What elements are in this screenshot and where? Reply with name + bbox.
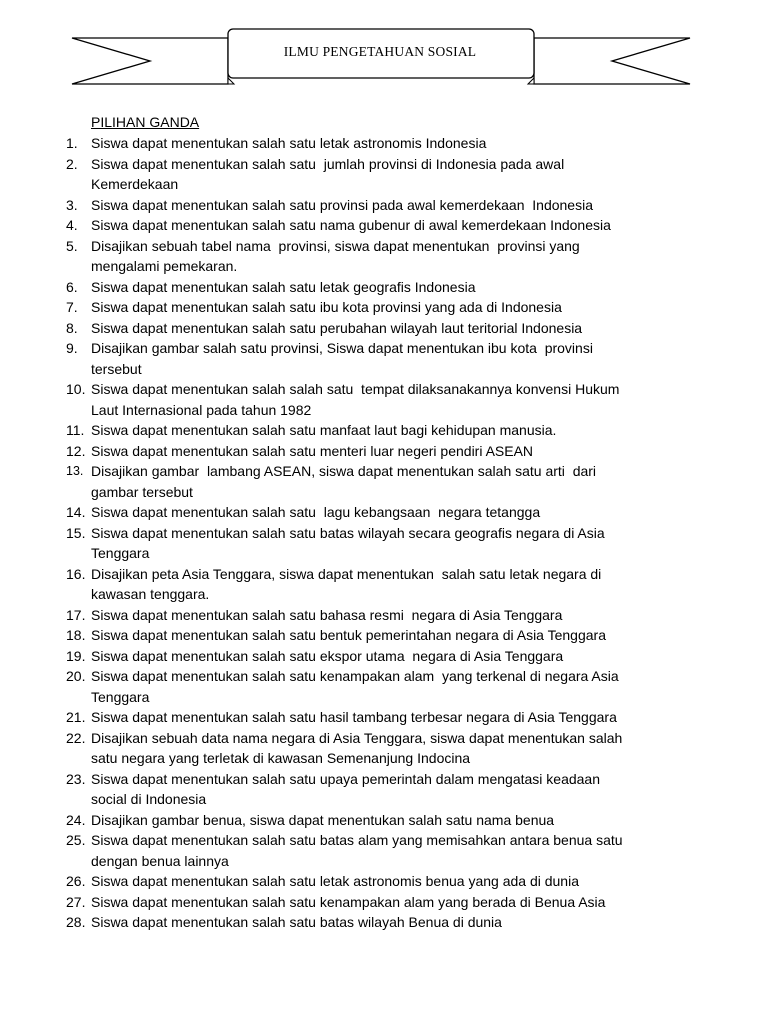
- list-item: [0, 277, 768, 298]
- list-item: [0, 379, 768, 420]
- item-text: Disajikan sebuah data nama negara di Asia Tenggara, siswa dapat menentukan salah satu negara yang terletak di kawasan Semenanjung Indocina: [91, 729, 623, 766]
- item-number: 19.: [66, 647, 86, 664]
- item-number: 12.: [66, 442, 86, 459]
- list-item: [0, 769, 768, 810]
- item-number: 6.: [66, 278, 78, 295]
- list-item: [0, 502, 768, 523]
- item-number: 20.: [66, 668, 86, 684]
- item-text: Siswa dapat menentukan salah satu bentuk pemerintahan negara di Asia Tenggara: [91, 627, 606, 643]
- list-item: [0, 830, 768, 871]
- list-item: [0, 215, 768, 236]
- item-number: 15.: [66, 524, 86, 541]
- list-item: [0, 810, 768, 831]
- item-number: 21.: [66, 709, 86, 725]
- list-item: [0, 646, 768, 667]
- item-text: Siswa dapat menentukan salah satu menteri luar negeri pendiri ASEAN: [91, 442, 534, 459]
- item-text: Siswa dapat menentukan salah satu bahasa resmi negara di Asia Tenggara: [91, 606, 563, 623]
- item-text: Siswa dapat menentukan salah satu letak astronomis Indonesia: [91, 135, 487, 151]
- item-text: Siswa dapat menentukan salah satu perubahan wilayah laut teritorial Indonesia: [91, 319, 583, 336]
- item-number: 18.: [66, 627, 86, 643]
- document-title: ILMU PENGETAHUAN SOSIAL: [283, 44, 477, 59]
- list-item: [0, 318, 768, 339]
- item-number: 25.: [66, 832, 86, 848]
- item-number: 8.: [66, 319, 78, 336]
- item-number: 28.: [66, 914, 86, 930]
- list-item: [0, 154, 768, 195]
- item-text: Siswa dapat menentukan salah satu nama gubenur di awal kemerdekaan Indonesia: [91, 217, 611, 233]
- item-text: Siswa dapat menentukan salah satu batas wilayah secara geografis negara di Asia Tenggara: [91, 524, 605, 561]
- item-text: Siswa dapat menentukan salah satu provinsi pada awal kemerdekaan Indonesia: [91, 196, 593, 213]
- item-number: 23.: [66, 770, 86, 787]
- item-number: 2.: [66, 155, 78, 172]
- list-item: [0, 461, 768, 502]
- item-text: Siswa dapat menentukan salah salah satu tempat dilaksanakannya konvensi Hukum Laut Internasional pada tahun 1982: [91, 381, 620, 418]
- item-text: Siswa dapat menentukan salah satu letak astronomis benua yang ada di dunia: [91, 873, 579, 889]
- item-text: Disajikan gambar salah satu provinsi, Siswa dapat menentukan ibu kota provinsi tersebut: [91, 340, 593, 377]
- section-title: PILIHAN GANDA: [91, 114, 200, 130]
- list-item: [0, 666, 768, 707]
- item-text: Siswa dapat menentukan salah satu manfaat laut bagi kehidupan manusia.: [91, 422, 557, 438]
- item-text: Siswa dapat menentukan salah satu jumlah provinsi di Indonesia pada awal Kemerdekaan: [91, 155, 565, 192]
- item-number: 27.: [66, 893, 86, 910]
- item-text: Siswa dapat menentukan salah satu letak geografis Indonesia: [91, 278, 476, 295]
- list-item: [0, 420, 768, 441]
- item-text: Siswa dapat menentukan salah satu ekspor utama negara di Asia Tenggara: [91, 647, 564, 664]
- item-number: 22.: [66, 729, 86, 746]
- list-item: [0, 195, 768, 216]
- item-number: 7.: [66, 299, 78, 315]
- list-item: [0, 625, 768, 646]
- item-number: 10.: [66, 381, 86, 397]
- item-text: Siswa dapat menentukan salah satu kenampakan alam yang berada di Benua Asia: [91, 893, 606, 910]
- item-text: Disajikan gambar benua, siswa dapat menentukan salah satu nama benua: [91, 811, 555, 828]
- list-item: [0, 912, 768, 933]
- item-number: 14.: [66, 504, 86, 520]
- item-number: 4.: [66, 217, 78, 233]
- list-item: [0, 523, 768, 564]
- list-item: [0, 133, 768, 154]
- item-text: Disajikan peta Asia Tenggara, siswa dapat menentukan salah satu letak negara di kawasan tenggara.: [91, 565, 602, 602]
- item-text: Siswa dapat menentukan salah satu batas alam yang memisahkan antara benua satu dengan benua lainnya: [91, 832, 623, 869]
- list-item: [0, 236, 768, 277]
- item-number: 5.: [66, 237, 78, 254]
- list-item: [0, 605, 768, 626]
- list-item: [0, 297, 768, 318]
- item-number: 24.: [66, 811, 86, 828]
- title-banner: [70, 26, 692, 98]
- item-text: Siswa dapat menentukan salah satu upaya pemerintah dalam mengatasi keadaan social di Indonesia: [91, 770, 600, 807]
- item-number: 26.: [66, 873, 86, 889]
- item-list: [0, 133, 768, 933]
- item-text: Siswa dapat menentukan salah satu hasil tambang terbesar negara di Asia Tenggara: [91, 709, 617, 725]
- item-text: Siswa dapat menentukan salah satu batas wilayah Benua di dunia: [91, 914, 502, 930]
- item-text: Siswa dapat menentukan salah satu ibu kota provinsi yang ada di Indonesia: [91, 299, 562, 315]
- list-item: [0, 707, 768, 728]
- item-number: 3.: [66, 196, 78, 213]
- list-item: [0, 441, 768, 462]
- item-number: 16.: [66, 565, 86, 582]
- list-item: [0, 728, 768, 769]
- item-text: Siswa dapat menentukan salah satu kenampakan alam yang terkenal di negara Asia Tenggara: [91, 668, 619, 705]
- item-number: 13.: [66, 464, 84, 478]
- item-number: 17.: [66, 606, 86, 623]
- list-item: [0, 892, 768, 913]
- list-item: [0, 338, 768, 379]
- item-text: Disajikan gambar lambang ASEAN, siswa dapat menentukan salah satu arti dari gambar tersebut: [91, 463, 597, 500]
- item-number: 11.: [66, 422, 85, 438]
- item-text: Siswa dapat menentukan salah satu lagu kebangsaan negara tetangga: [91, 504, 541, 520]
- list-item: [0, 871, 768, 892]
- item-number: 1.: [66, 135, 78, 151]
- item-text: Disajikan sebuah tabel nama provinsi, siswa dapat menentukan provinsi yang mengalami pemekaran.: [91, 237, 580, 274]
- list-item: [0, 564, 768, 605]
- item-number: 9.: [66, 340, 78, 356]
